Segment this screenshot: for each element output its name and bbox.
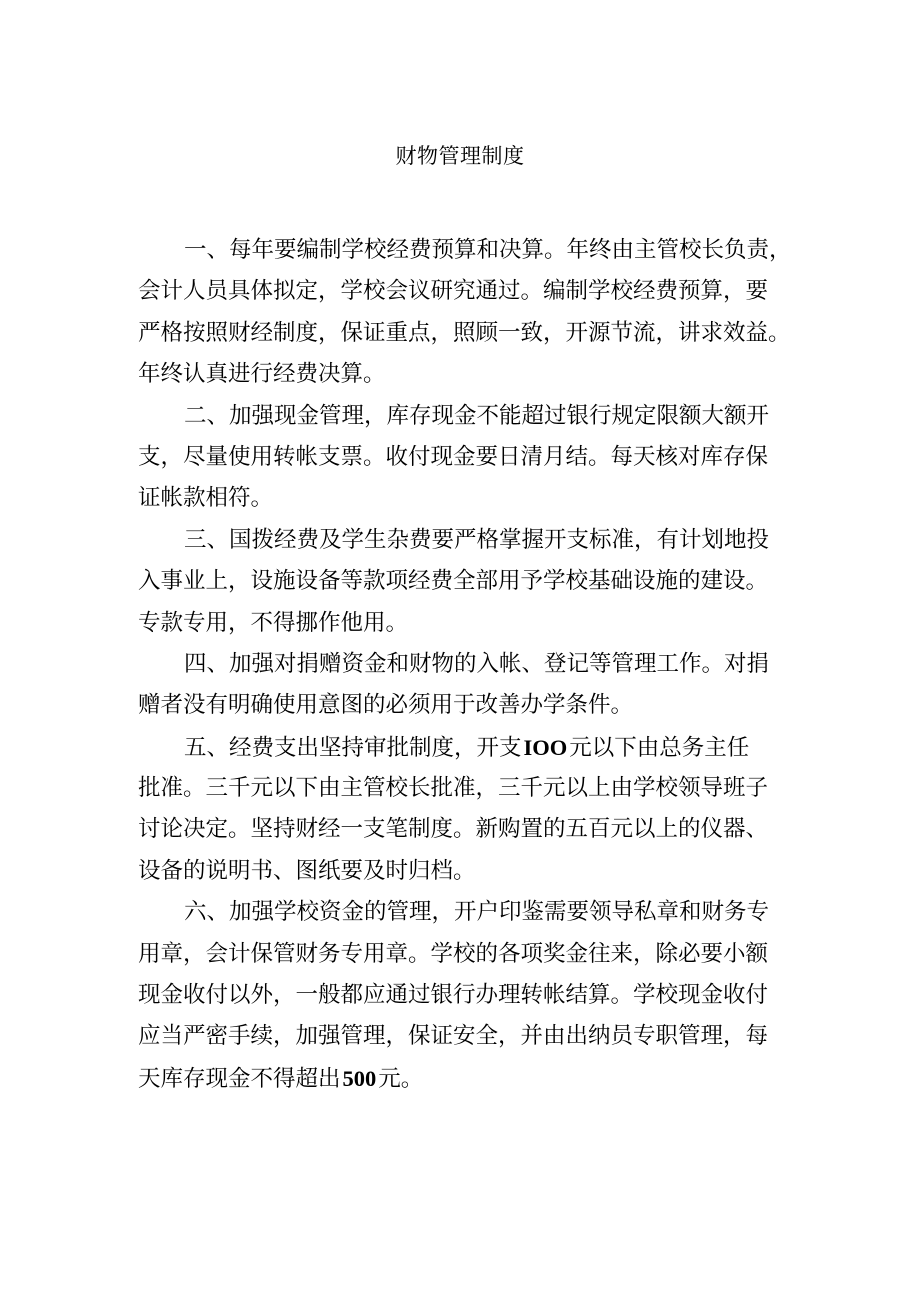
paragraph-6-text-before: 天库存现金不得超出 <box>138 1065 341 1092</box>
paragraph-5-line-3: 讨论决定。坚持财经一支笔制度。新购置的五百元以上的仪器、 <box>138 816 769 843</box>
amount-number: 500 <box>342 1065 377 1091</box>
paragraph-5-text-after: 元以下由总务主任 <box>569 734 750 761</box>
paragraph-6-text-after: 元。 <box>378 1065 424 1092</box>
paragraph-6-line-3: 现金收付以外，一般都应通过银行办理转帐结算。学校现金收付 <box>138 982 769 1009</box>
paragraph-5-line-2: 批准。三千元以下由主管校长批准，三千元以上由学校领导班子 <box>138 775 769 802</box>
paragraph-6-line-2: 用章，会计保管财务专用章。学校的各项奖金往来，除必要小额 <box>138 940 769 967</box>
paragraph-2-line-1: 二、加强现金管理，库存现金不能超过银行规定限额大额开 <box>184 402 770 429</box>
paragraph-4-line-1: 四、加强对捐赠资金和财物的入帐、登记等管理工作。对捐 <box>184 650 770 677</box>
paragraph-5-text-before: 五、经费支出坚持审批制度，开支 <box>184 734 522 761</box>
paragraph-2-line-3: 证帐款相符。 <box>138 485 274 512</box>
paragraph-2-line-2: 支，尽量使用转帐支票。收付现金要日清月结。每天核对库存保 <box>138 443 769 470</box>
paragraph-1-line-3: 严格按照财经制度，保证重点，照顾一致，开源节流，讲求效益。 <box>138 319 791 346</box>
paragraph-1-line-1: 一、每年要编制学校经费预算和决算。年终由主管校长负责， <box>184 237 792 263</box>
paragraph-5-line-4: 设备的说明书、图纸要及时归档。 <box>138 857 476 884</box>
paragraph-3-line-1: 三、国拨经费及学生杂费要严格掌握开支标准，有计划地投 <box>184 526 770 553</box>
paragraph-6-line-4: 应当严密手续，加强管理，保证安全，并由出纳员专职管理，每 <box>138 1023 769 1050</box>
paragraph-1-line-4: 年终认真进行经费决算。 <box>138 361 386 388</box>
paragraph-6-line-5 <box>138 1058 790 1099</box>
document-title: 财物管理制度 <box>395 144 525 168</box>
paragraph-5-line-1 <box>138 727 790 768</box>
paragraph-4-line-2: 赠者没有明确使用意图的必须用于改善办学条件。 <box>138 692 634 719</box>
paragraph-3-line-3: 专款专用，不得挪作他用。 <box>138 609 409 636</box>
document-body <box>138 230 790 1099</box>
paragraph-6-line-1: 六、加强学校资金的管理，开户印鉴需要领导私章和财务专 <box>184 899 770 926</box>
paragraph-1-line-2: 会计人员具体拟定，学校会议研究通过。编制学校经费预算，要 <box>138 278 769 305</box>
paragraph-3-line-2: 入事业上，设施设备等款项经费全部用予学校基础设施的建设。 <box>138 568 769 595</box>
amount-number: IOO <box>523 734 568 760</box>
